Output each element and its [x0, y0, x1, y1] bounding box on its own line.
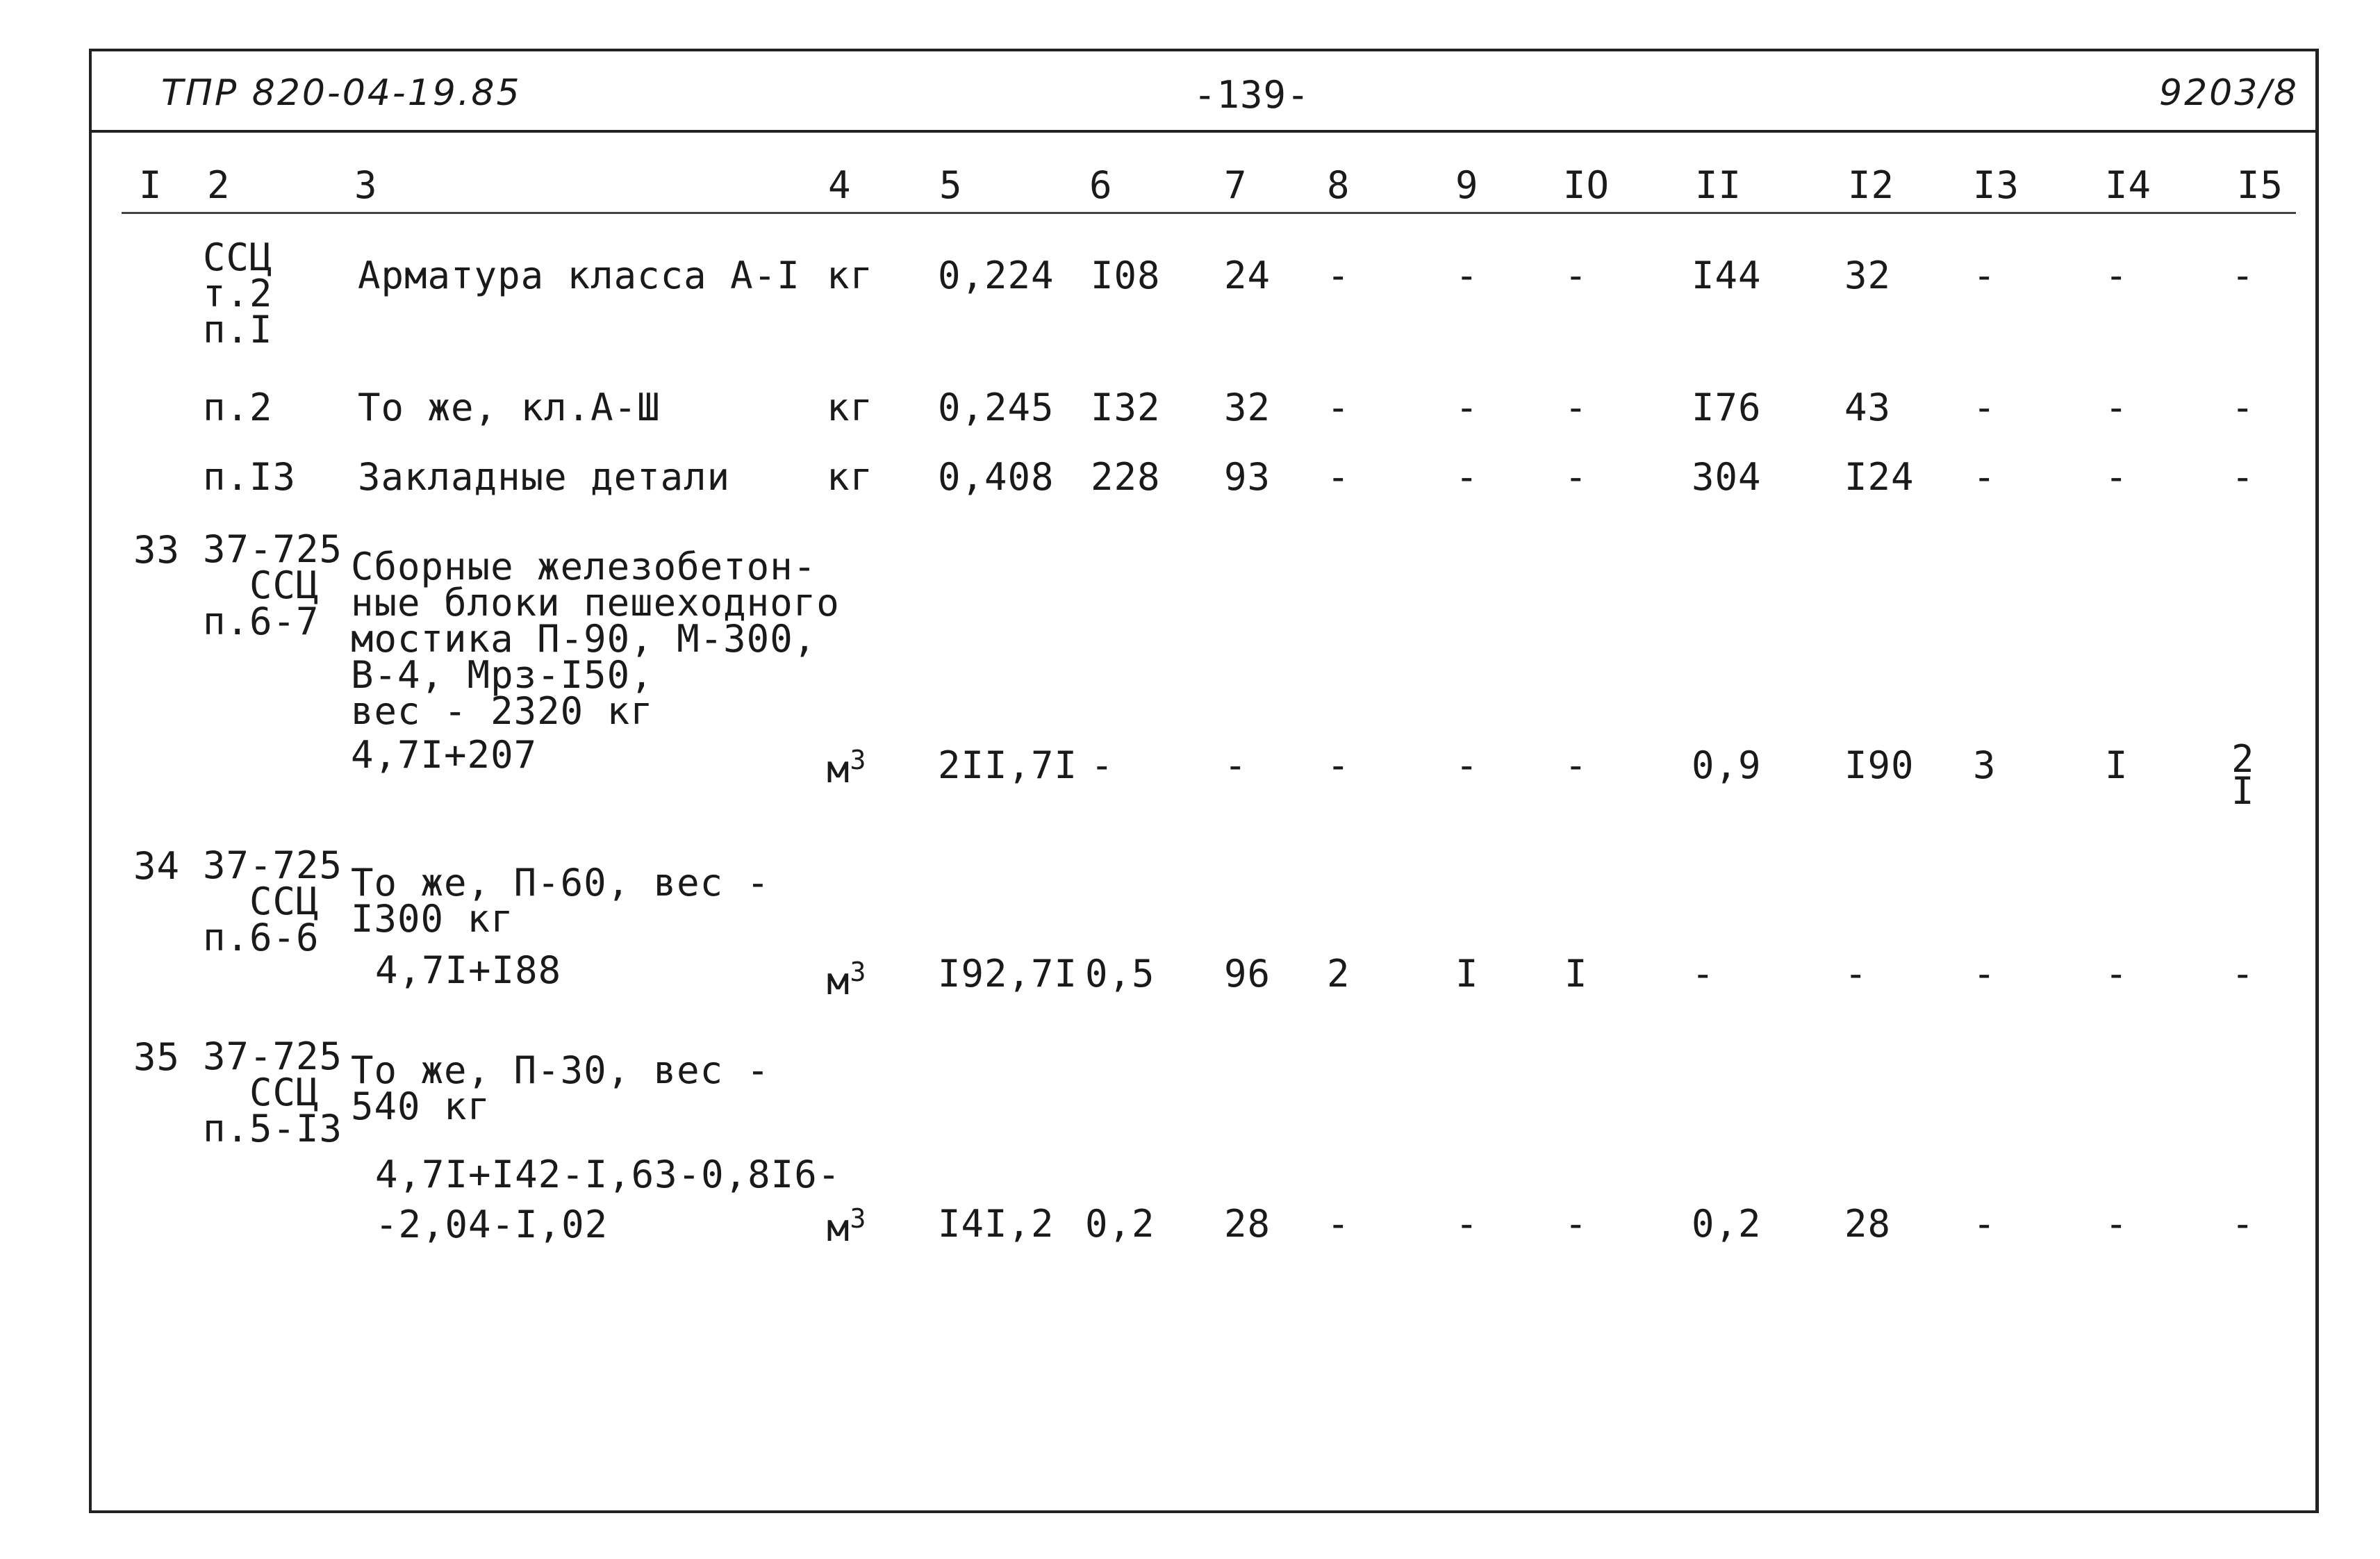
- unit: кг: [827, 386, 874, 429]
- cell-col15: -: [2231, 254, 2255, 297]
- quantity-formula: 4,7I+I42-I,63-0,8I6- -2,04-I,02: [375, 1153, 841, 1246]
- column-number: 5: [939, 163, 963, 207]
- cell-col5: 2II,7I: [938, 743, 1078, 787]
- cell-col9: -: [1455, 1202, 1479, 1246]
- unit: $м^3$: [827, 1203, 867, 1250]
- column-number: 4: [828, 163, 852, 207]
- cell-col11: 0,9: [1692, 743, 1762, 787]
- cell-col9: -: [1455, 743, 1479, 787]
- cell-col14: -: [2105, 386, 2129, 429]
- column-number: II: [1695, 163, 1742, 207]
- header-divider: [89, 130, 2319, 133]
- column-number: 9: [1455, 163, 1479, 207]
- column-number: 6: [1089, 163, 1113, 207]
- column-number: 8: [1327, 163, 1350, 207]
- cell-col12: 32: [1844, 254, 1892, 297]
- column-number: I3: [1973, 163, 2020, 207]
- item-description: Арматура класса А-I: [358, 254, 800, 297]
- cell-col8: -: [1327, 1202, 1350, 1246]
- cell-col6: 228: [1091, 455, 1161, 499]
- unit: кг: [827, 455, 874, 499]
- cell-col5: 0,224: [938, 254, 1055, 297]
- cell-col15: -: [2231, 455, 2255, 499]
- item-description: Сборные железобетон- ные блоки пешеходного мостика П-90, М-300, В-4, Мрз-I50, вес - 2320 кг: [351, 545, 840, 733]
- cell-col8: -: [1327, 455, 1350, 499]
- column-number: I5: [2237, 163, 2284, 207]
- cell-col12: 43: [1844, 386, 1892, 429]
- norm-reference: 37-725 ССЦ п.6-6: [203, 843, 343, 959]
- page-number: -139-: [1193, 73, 1310, 117]
- cell-col6: I32: [1091, 386, 1161, 429]
- column-header-divider: [122, 212, 2296, 214]
- cell-col11: I76: [1692, 386, 1762, 429]
- cell-col14: -: [2105, 455, 2129, 499]
- quantity-formula: 4,7I+207: [351, 733, 538, 777]
- cell-col8: -: [1327, 386, 1350, 429]
- row-number: 34: [133, 844, 181, 888]
- cell-col9: -: [1455, 386, 1479, 429]
- quantity-formula: 4,7I+I88: [375, 948, 562, 992]
- cell-col6: -: [1091, 743, 1114, 787]
- column-number: I4: [2105, 163, 2152, 207]
- item-description: То же, кл.А-Ш: [358, 386, 661, 429]
- column-number: I2: [1848, 163, 1895, 207]
- unit: $м^3$: [827, 957, 867, 1003]
- column-number: 3: [354, 163, 378, 207]
- cell-col13: -: [1973, 952, 1997, 996]
- cell-col10: -: [1564, 386, 1588, 429]
- cell-col15: -: [2231, 386, 2255, 429]
- cell-col13: -: [1973, 455, 1997, 499]
- norm-reference: ССЦ т.2 п.I: [203, 236, 273, 352]
- cell-col10: I: [1564, 952, 1588, 996]
- cell-col9: -: [1455, 455, 1479, 499]
- cell-col10: -: [1564, 743, 1588, 787]
- sheet-code: 9203/8: [2159, 72, 2299, 114]
- cell-col13: 3: [1973, 743, 1997, 787]
- norm-reference: 37-725 ССЦ п.6-7: [203, 527, 343, 643]
- cell-col6: 0,2: [1085, 1202, 1155, 1246]
- cell-col9: I: [1455, 952, 1479, 996]
- unit: кг: [827, 254, 874, 297]
- cell-col10: -: [1564, 254, 1588, 297]
- unit: $м^3$: [827, 745, 867, 791]
- cell-col15: -: [2231, 952, 2255, 996]
- cell-col7: -: [1224, 743, 1248, 787]
- cell-col6: I08: [1091, 254, 1161, 297]
- row-number: 35: [133, 1035, 181, 1079]
- cell-col14: -: [2105, 1202, 2129, 1246]
- cell-col13: -: [1973, 254, 1997, 297]
- norm-reference: 37-725 ССЦ п.5-I3: [203, 1034, 343, 1150]
- unit-exponent: 3: [850, 1203, 867, 1234]
- cell-col8: -: [1327, 254, 1350, 297]
- cell-col8: -: [1327, 743, 1350, 787]
- norm-reference: п.I3: [203, 455, 297, 499]
- cell-col12: -: [1844, 952, 1868, 996]
- column-number: 2: [207, 163, 231, 207]
- cell-col7: 93: [1224, 455, 1271, 499]
- cell-col12: I90: [1844, 743, 1915, 787]
- cell-col5: I92,7I: [938, 952, 1078, 996]
- cell-col10: -: [1564, 455, 1588, 499]
- norm-reference: п.2: [203, 386, 273, 429]
- item-description: То же, П-60, вес - I300 кг: [351, 861, 770, 941]
- cell-col7: 32: [1224, 386, 1271, 429]
- cell-col10: -: [1564, 1202, 1588, 1246]
- cell-col6: 0,5: [1085, 952, 1155, 996]
- column-number: IO: [1563, 163, 1610, 207]
- cell-col5: 0,245: [938, 386, 1055, 429]
- cell-col5: 0,408: [938, 455, 1055, 499]
- unit-exponent: 3: [850, 957, 867, 987]
- cell-col7: 96: [1224, 952, 1271, 996]
- cell-col14: I: [2105, 743, 2129, 787]
- cell-col13: -: [1973, 1202, 1997, 1246]
- cell-col11: -: [1692, 952, 1715, 996]
- item-description: То же, П-30, вес - 540 кг: [351, 1048, 770, 1128]
- column-number: 7: [1224, 163, 1248, 207]
- cell-col14: -: [2105, 254, 2129, 297]
- row-number: 33: [133, 528, 181, 572]
- document-code: ТПР 820-04-19.85: [161, 72, 522, 114]
- cell-col11: 304: [1692, 455, 1762, 499]
- column-number: I: [139, 163, 163, 207]
- cell-col7: 28: [1224, 1202, 1271, 1246]
- cell-col12: I24: [1844, 455, 1915, 499]
- cell-col5: I4I,2: [938, 1202, 1055, 1246]
- cell-col15: 2 I: [2231, 737, 2255, 813]
- cell-col7: 24: [1224, 254, 1271, 297]
- cell-col11: I44: [1692, 254, 1762, 297]
- cell-col12: 28: [1844, 1202, 1892, 1246]
- cell-col14: -: [2105, 952, 2129, 996]
- cell-col13: -: [1973, 386, 1997, 429]
- item-description: Закладные детали: [358, 455, 731, 499]
- cell-col9: -: [1455, 254, 1479, 297]
- cell-col8: 2: [1327, 952, 1350, 996]
- cell-col11: 0,2: [1692, 1202, 1762, 1246]
- cell-col15: -: [2231, 1202, 2255, 1246]
- unit-exponent: 3: [850, 745, 867, 775]
